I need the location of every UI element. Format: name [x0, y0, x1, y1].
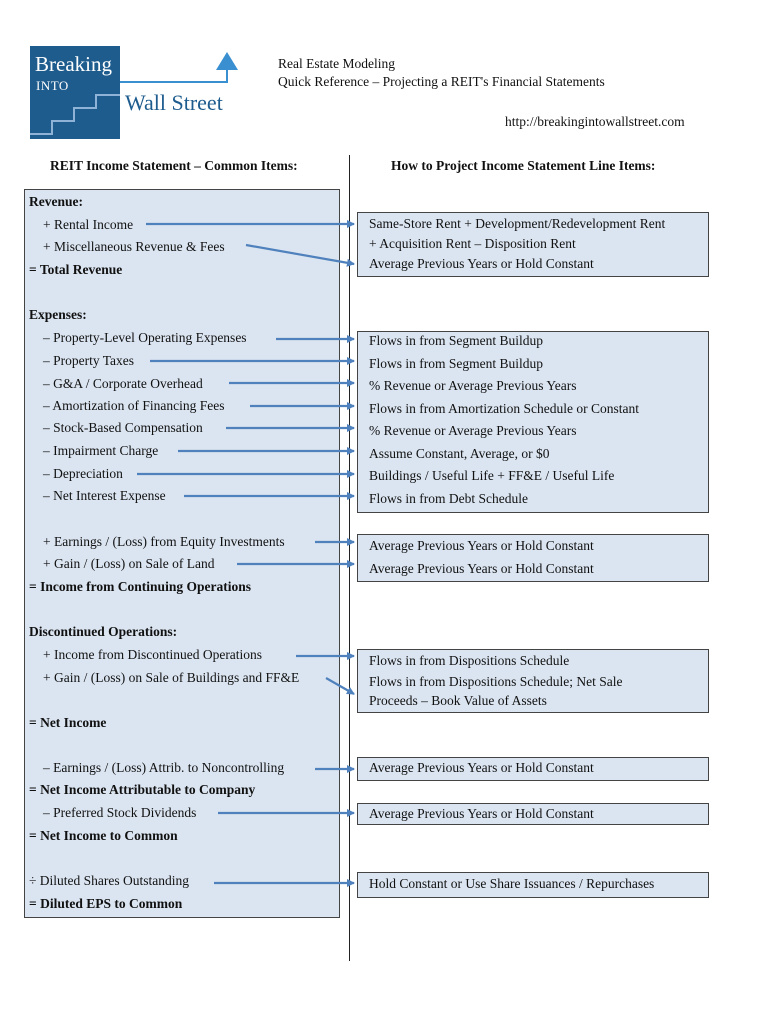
depreciation: – Depreciation: [43, 466, 123, 481]
revenue-heading: Revenue:: [29, 194, 83, 209]
logo-text-breaking: Breaking: [35, 52, 112, 76]
arrow-misc-revenue: [246, 245, 354, 264]
doc-subtitle: Quick Reference – Projecting a REIT's Financial Statements: [278, 74, 605, 89]
gain-land: + Gain / (Loss) on Sale of Land: [43, 556, 215, 571]
projection-line: Flows in from Debt Schedule: [369, 491, 528, 506]
ni-company: = Net Income Attributable to Company: [29, 782, 256, 797]
equity-investments: + Earnings / (Loss) from Equity Investments: [43, 534, 285, 549]
income-discontinued: + Income from Discontinued Operations: [43, 647, 263, 662]
preferred-div: – Preferred Stock Dividends: [43, 805, 197, 820]
projection-line: % Revenue or Average Previous Years: [369, 423, 577, 438]
logo-text-wall-street: Wall Street: [125, 90, 223, 115]
projection-line: Hold Constant or Use Share Issuances / Repurchases: [369, 876, 655, 891]
impairment: – Impairment Charge: [43, 443, 159, 458]
property-taxes: – Property Taxes: [43, 353, 135, 368]
projection-line: % Revenue or Average Previous Years: [369, 378, 577, 393]
discontinued-heading: Discontinued Operations:: [29, 624, 178, 639]
projection-line: Flows in from Segment Buildup: [369, 356, 544, 371]
projection-line: Average Previous Years or Hold Constant: [369, 561, 594, 576]
misc-revenue: + Miscellaneous Revenue & Fees: [43, 239, 225, 254]
diluted-eps: = Diluted EPS to Common: [29, 896, 183, 911]
projection-line: Flows in from Dispositions Schedule: [369, 653, 570, 668]
net-income: = Net Income: [29, 715, 107, 730]
expenses-heading: Expenses:: [29, 307, 87, 322]
website-link[interactable]: http://breakingintowallstreet.com: [505, 114, 685, 129]
projection-line: Flows in from Dispositions Schedule; Net Sale: [369, 674, 623, 689]
projection-line: Assume Constant, Average, or $0: [369, 446, 550, 461]
doc-title: Real Estate Modeling: [278, 56, 395, 71]
diluted-shares: ÷ Diluted Shares Outstanding: [29, 873, 190, 888]
projection-line: Proceeds – Book Value of Assets: [369, 693, 547, 708]
projection-line: Average Previous Years or Hold Constant: [369, 806, 594, 821]
projection-line: Buildings / Useful Life + FF&E / Useful Life: [369, 468, 615, 483]
projection-line: Average Previous Years or Hold Constant: [369, 538, 594, 553]
ga-overhead: – G&A / Corporate Overhead: [43, 376, 203, 391]
logo-text-into: INTO: [36, 78, 69, 93]
total-revenue: = Total Revenue: [29, 262, 123, 277]
projection-line: Average Previous Years or Hold Constant: [369, 760, 594, 775]
left-column-title: REIT Income Statement – Common Items:: [50, 158, 298, 173]
projection-line: Flows in from Segment Buildup: [369, 333, 544, 348]
net-interest: – Net Interest Expense: [43, 488, 166, 503]
projection-line: Flows in from Amortization Schedule or Constant: [369, 401, 639, 416]
projection-line: Same-Store Rent + Development/Redevelopment Rent: [369, 216, 666, 231]
income-continuing: = Income from Continuing Operations: [29, 579, 251, 594]
gain-buildings: + Gain / (Loss) on Sale of Buildings and FF&E: [43, 670, 300, 685]
ni-common: = Net Income to Common: [29, 828, 178, 843]
right-column-title: How to Project Income Statement Line Items:: [391, 158, 656, 173]
property-opex: – Property-Level Operating Expenses: [43, 330, 247, 345]
stock-comp: – Stock-Based Compensation: [43, 420, 203, 435]
arrow-gain-buildings: [326, 678, 354, 694]
rental-income: + Rental Income: [43, 217, 134, 232]
noncontrolling: – Earnings / (Loss) Attrib. to Noncontrolling: [43, 760, 285, 775]
projection-line: Average Previous Years or Hold Constant: [369, 256, 594, 271]
projection-line: + Acquisition Rent – Disposition Rent: [369, 236, 576, 251]
amort-fees: – Amortization of Financing Fees: [43, 398, 225, 413]
